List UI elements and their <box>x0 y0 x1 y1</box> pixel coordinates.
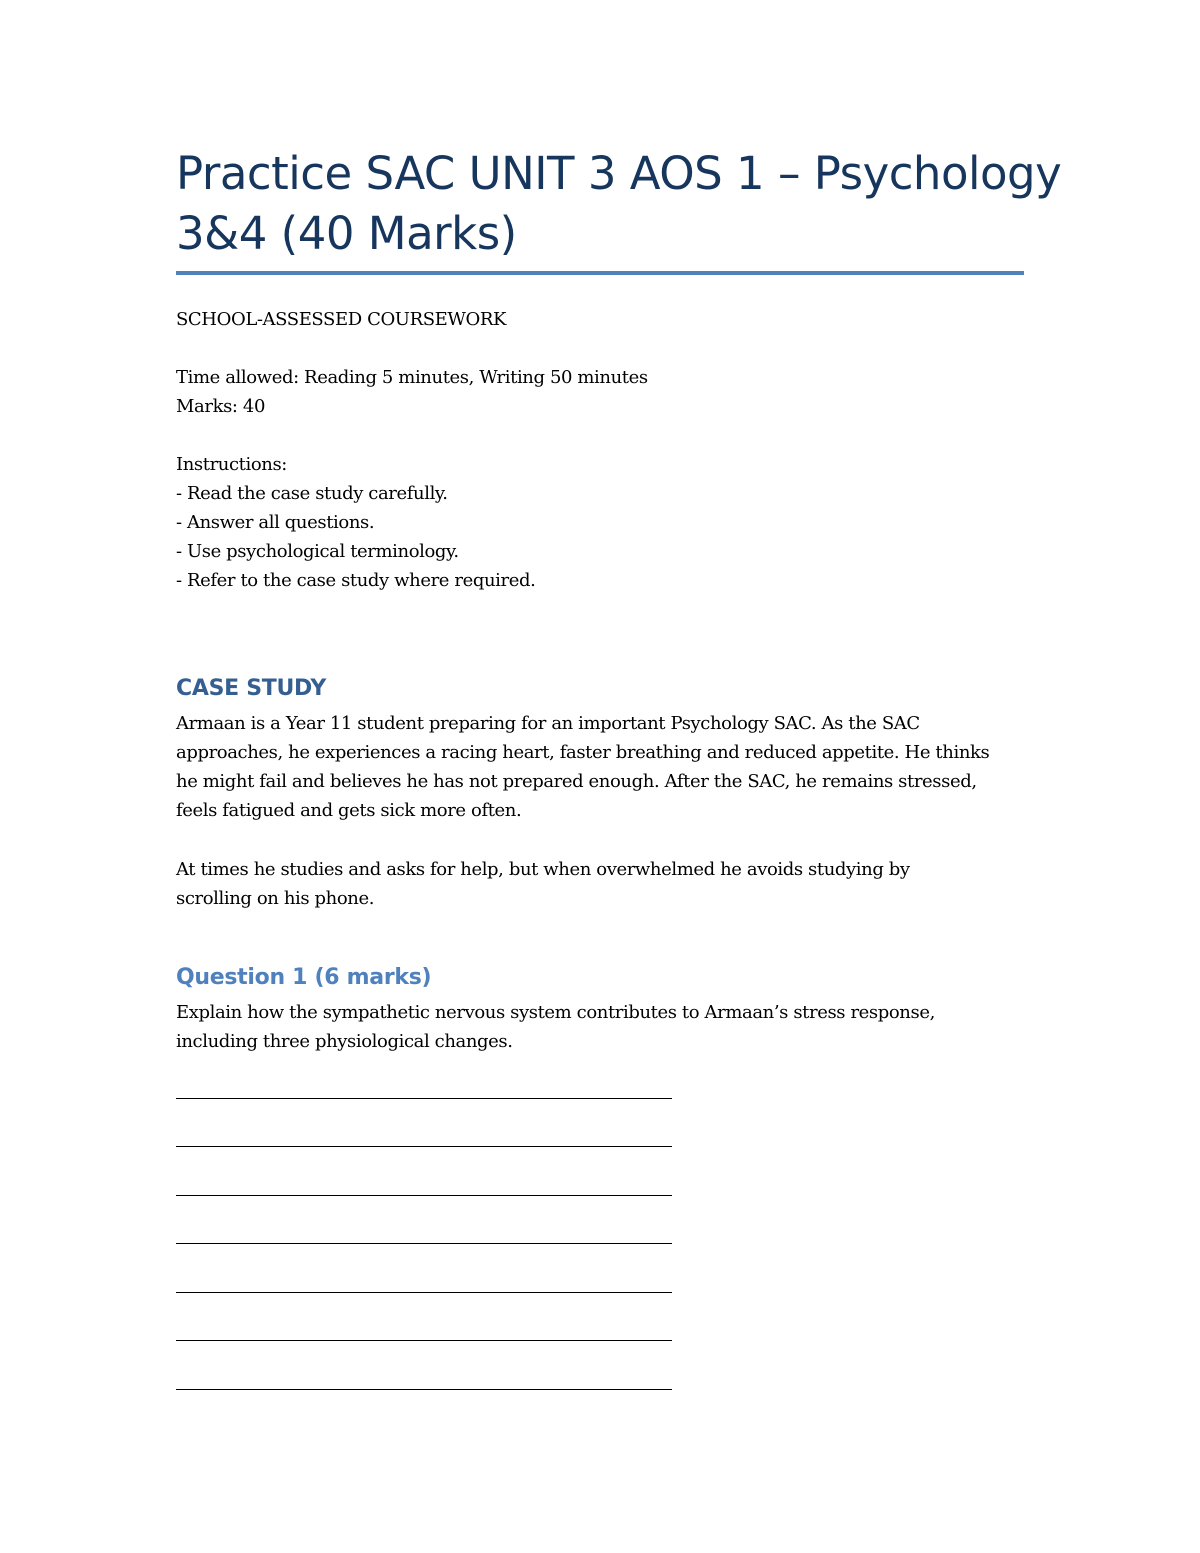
answer-line[interactable] <box>176 1389 672 1390</box>
case-study-line: feels fatigued and gets sick more often. <box>176 800 522 821</box>
instruction-item: - Use psychological terminology. <box>176 541 459 562</box>
answer-line[interactable] <box>176 1292 672 1293</box>
coursework-label: SCHOOL-ASSESSED COURSEWORK <box>176 309 507 330</box>
case-study-line: scrolling on his phone. <box>176 888 375 909</box>
document-title <box>176 144 1062 264</box>
instructions-block <box>176 450 1036 595</box>
case-study-line: At times he studies and asks for help, but when overwhelmed he avoids studying by <box>176 859 910 880</box>
case-study-paragraph-2 <box>176 855 1036 913</box>
answer-line[interactable] <box>176 1340 672 1341</box>
question-1-heading: Question 1 (6 marks) <box>176 965 432 990</box>
case-study-line: he might fail and believes he has not prepared enough. After the SAC, he remains stressed, <box>176 771 977 792</box>
time-allowed: Time allowed: Reading 5 minutes, Writing 50 minutes <box>176 367 648 388</box>
total-marks: Marks: 40 <box>176 396 266 417</box>
case-study-line: approaches, he experiences a racing heart, faster breathing and reduced appetite. He thinks <box>176 742 990 763</box>
instruction-item: - Refer to the case study where required. <box>176 570 536 591</box>
answer-line[interactable] <box>176 1195 672 1196</box>
case-study-line: Armaan is a Year 11 student preparing for an important Psychology SAC. As the SAC <box>176 713 920 734</box>
title-line-1: Practice SAC UNIT 3 AOS 1 – Psychology <box>176 147 1062 200</box>
answer-line[interactable] <box>176 1146 672 1147</box>
exam-details <box>176 363 1036 421</box>
case-study-heading: CASE STUDY <box>176 676 327 701</box>
question-1-prompt <box>176 998 1036 1056</box>
title-line-2: 3&4 (40 Marks) <box>176 207 517 260</box>
question-prompt-line: Explain how the sympathetic nervous system contributes to Armaan’s stress response, <box>176 1002 935 1023</box>
case-study-paragraph-1 <box>176 709 1036 825</box>
title-underline <box>176 271 1024 275</box>
instruction-item: - Answer all questions. <box>176 512 375 533</box>
answer-line[interactable] <box>176 1098 672 1099</box>
instructions-label: Instructions: <box>176 454 287 475</box>
question-prompt-line: including three physiological changes. <box>176 1031 513 1052</box>
instruction-item: - Read the case study carefully. <box>176 483 448 504</box>
answer-line[interactable] <box>176 1243 672 1244</box>
